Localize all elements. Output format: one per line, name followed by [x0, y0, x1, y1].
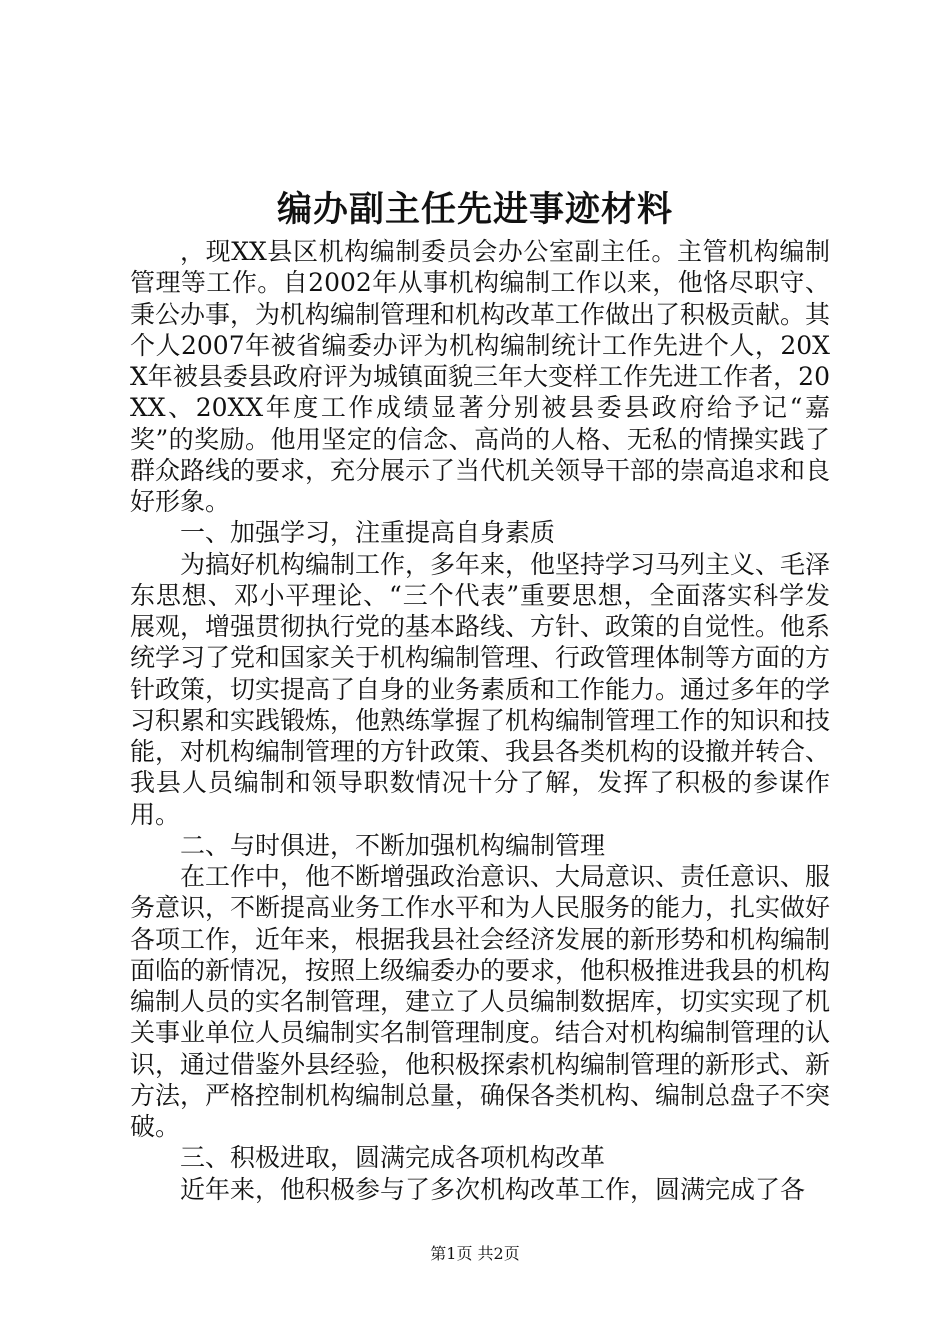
section-heading-1: 一、加强学习，注重提高自身素质	[180, 518, 556, 548]
section-heading-3: 三、积极进取，圆满完成各项机构改革	[180, 1143, 606, 1173]
document-body	[130, 236, 830, 1205]
document-title: 编办副主任先进事迹材料	[276, 189, 673, 230]
paragraph-reform: 近年来，他积极参与了多次机构改革工作，圆满完成了各	[180, 1174, 806, 1204]
page-footer: 第1页 共2页	[430, 1244, 520, 1263]
section-heading-2: 二、与时俱进，不断加强机构编制管理	[180, 830, 606, 860]
paragraph-intro: ，现XX县区机构编制委员会办公室副主任。主管机构编制管理等工作。自2002年从事机构编制工作以来，他恪尽职守、秉公办事，为机构编制管理和机构改革工作做出了积极贡献。其个人2007年被省编委办评为机构编制统计工作先进个人，20XX年被县委县政府评为城镇面貌三年大变样工作先进工作者，20XX、20XX年度工作成绩显著分别被县委县政府给予记“嘉奖”的奖励。他用坚定的信念、高尚的人格、无私的情操实践了群众路线的要求，充分展示了当代机关领导干部的崇高追求和良好形象。	[130, 237, 831, 516]
paragraph-management: 在工作中，他不断增强政治意识、大局意识、责任意识、服务意识，不断提高业务工作水平和为人民服务的能力，扎实做好各项工作，近年来，根据我县社会经济发展的新形势和机构编制面临的新情况，按照上级编委办的要求，他积极推进我县的机构编制人员的实名制管理，建立了人员编制数据库，切实实现了机关事业单位人员编制实名制管理制度。结合对机构编制管理的认识，通过借鉴外县经验，他积极探索机构编制管理的新形式、新方法，严格控制机构编制总量，确保各类机构、编制总盘子不突破。	[130, 862, 831, 1141]
paragraph-study: 为搞好机构编制工作，多年来，他坚持学习马列主义、毛泽东思想、邓小平理论、“三个代表”重要思想，全面落实科学发展观，增强贯彻执行党的基本路线、方针、政策的自觉性。他系统学习了党和国家关于机构编制管理、行政管理体制等方面的方针政策，切实提高了自身的业务素质和工作能力。通过多年的学习积累和实践锻炼，他熟练掌握了机构编制管理工作的知识和技能，对机构编制管理的方针政策、我县各类机构的设撤并转合、我县人员编制和领导职数情况十分了解，发挥了积极的参谋作用。	[130, 549, 831, 829]
